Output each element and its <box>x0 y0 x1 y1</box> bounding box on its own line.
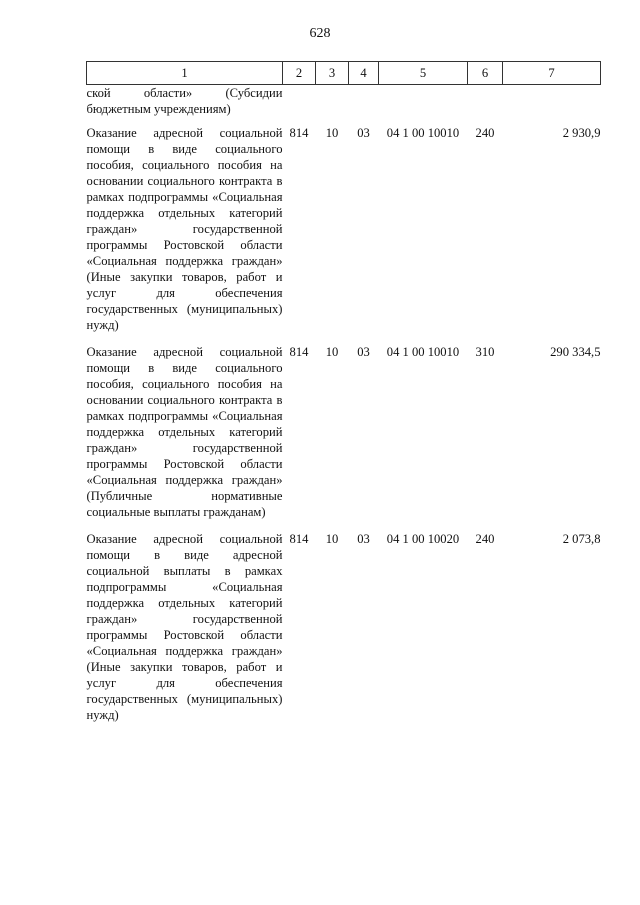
header-row <box>87 62 601 85</box>
column-header-5: 5 <box>379 62 468 85</box>
row-expense-type: 240 <box>475 532 495 546</box>
row-subsection: 03 <box>357 345 370 359</box>
row-ministry-code: 814 <box>289 345 309 359</box>
row-target-article <box>379 85 468 126</box>
row-expense-type <box>468 85 503 126</box>
row-subsection: 03 <box>357 126 370 140</box>
column-header-1: 1 <box>87 62 283 85</box>
budget-table <box>86 61 601 734</box>
table-row <box>87 531 601 734</box>
column-header-2: 2 <box>283 62 316 85</box>
row-amount: 290 334,5 <box>550 345 601 359</box>
page-number: 628 <box>309 26 331 41</box>
row-description: Оказание адресной социальной помощи в виде социального пособия, социального пособия на основании социального контракта в рамках подпрограммы «Социальная поддержка отдельных категорий граждан» государственной программы Ростовской области «Социальная поддержка граждан» (Иные закупки товаров, работ и услуг для обеспечения государственных (муниципальных) нужд) <box>86 126 283 332</box>
table-row <box>87 125 601 344</box>
row-subsection: 03 <box>357 532 370 546</box>
row-expense-type: 240 <box>475 126 495 140</box>
row-description: ской области» (Субсидии бюджетным учреждениям) <box>86 86 283 116</box>
column-header-6: 6 <box>468 62 503 85</box>
row-section <box>316 85 349 126</box>
row-target-article: 04 1 00 10010 <box>386 126 460 140</box>
row-description: Оказание адресной социальной помощи в виде социального пособия, социального пособия на основании социального контракта в рамках подпрограммы «Социальная поддержка отдельных категорий граждан» государственной программы Ростовской области «Социальная поддержка граждан» (Публичные нормативные социальные выплаты гражданам) <box>86 345 283 519</box>
row-ministry-code: 814 <box>289 126 309 140</box>
table-row <box>87 85 601 126</box>
row-target-article: 04 1 00 10010 <box>386 345 460 359</box>
row-ministry-code: 814 <box>289 532 309 546</box>
row-ministry-code <box>283 85 316 126</box>
row-section: 10 <box>325 126 339 140</box>
row-section: 10 <box>325 532 339 546</box>
row-section: 10 <box>325 345 339 359</box>
column-header-7: 7 <box>503 62 601 85</box>
row-amount <box>503 85 601 126</box>
row-subsection <box>349 85 379 126</box>
row-description: Оказание адресной социальной помощи в виде адресной социальной выплаты в рамках подпрограммы «Социальная поддержка отдельных категорий граждан» государственной программы Ростовской области «Социальная поддержка граждан» (Иные закупки товаров, работ и услуг для обеспечения государственных (муниципальных) нужд) <box>86 532 283 722</box>
row-amount: 2 930,9 <box>562 126 601 140</box>
row-amount: 2 073,8 <box>562 532 601 546</box>
table-row <box>87 344 601 531</box>
row-expense-type: 310 <box>475 345 495 359</box>
column-header-3: 3 <box>316 62 349 85</box>
row-target-article: 04 1 00 10020 <box>386 532 460 546</box>
column-header-4: 4 <box>349 62 379 85</box>
